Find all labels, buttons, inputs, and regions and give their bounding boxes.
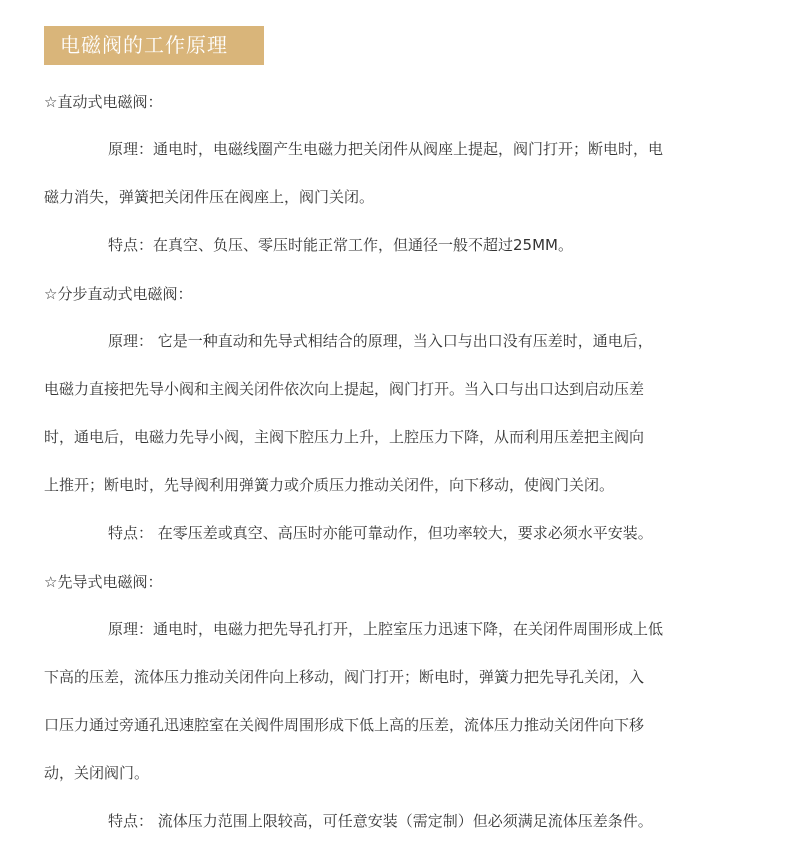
section-2-feature [44, 509, 744, 557]
section-1-feature [44, 221, 744, 269]
text-line: 原理：通电时，电磁线圈产生电磁力把关闭件从阀座上提起，阀门打开；断电时，电 [108, 140, 664, 158]
text-line: 下高的压差，流体压力推动关闭件向上移动，阀门打开；断电时，弹簧力把先导孔关闭，入 [44, 668, 645, 686]
text-line: 特点： 流体压力范围上限较高，可任意安装（需定制）但必须满足流体压差条件。 [108, 812, 653, 830]
text-line: 特点： 在零压差或真空、高压时亦能可靠动作，但功率较大，要求必须水平安装。 [108, 524, 653, 542]
text-line: 原理： 它是一种直动和先导式相结合的原理，当入口与出口没有压差时，通电后， [108, 332, 653, 350]
text-line: 磁力消失，弹簧把关闭件压在阀座上，阀门关闭。 [44, 188, 375, 206]
section-3-feature [44, 797, 744, 845]
text-line: 电磁力直接把先导小阀和主阀关闭件依次向上提起，阀门打开。当入口与出口达到启动压差 [44, 380, 645, 398]
text-line: 动，关闭阀门。 [44, 764, 150, 782]
text-line: 时，通电后，电磁力先导小阀，主阀下腔压力上升，上腔压力下降，从而利用压差把主阀向 [44, 428, 645, 446]
section-heading-direct-acting: ☆直动式电磁阀： [44, 93, 163, 111]
section-1-principle [44, 125, 744, 221]
page-title: 电磁阀的工作原理 [44, 26, 264, 65]
section-2-principle [44, 317, 744, 509]
section-heading-pilot-operated: ☆先导式电磁阀： [44, 573, 163, 591]
text-line: 上推开；断电时，先导阀利用弹簧力或介质压力推动关闭件，向下移动，使阀门关闭。 [44, 476, 615, 494]
text-line: 口压力通过旁通孔迅速腔室在关阀件周围形成下低上高的压差，流体压力推动关闭件向下移 [44, 716, 645, 734]
text-line: 原理：通电时，电磁力把先导孔打开，上腔室压力迅速下降，在关闭件周围形成上低 [108, 620, 664, 638]
section-heading-stepped-direct-acting: ☆分步直动式电磁阀： [44, 285, 193, 303]
section-3-principle [44, 605, 744, 797]
text-line: 特点：在真空、负压、零压时能正常工作，但通径一般不超过25MM。 [108, 236, 573, 254]
